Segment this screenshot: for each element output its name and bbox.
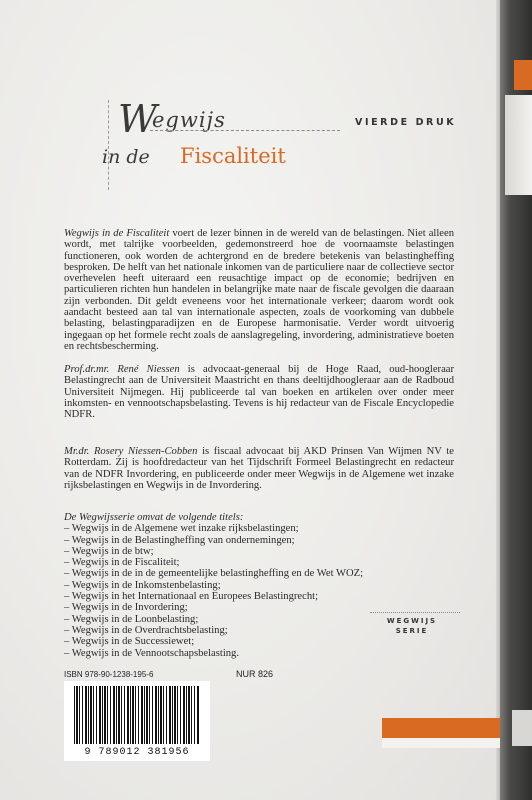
list-item: – Wegwijs in de Loonbelasting; xyxy=(64,613,199,625)
author1-paragraph xyxy=(64,364,454,420)
list-item: – Wegwijs in het Internationaal en Europees Belastingrecht; xyxy=(64,591,319,603)
author2-paragraph xyxy=(64,446,454,491)
serie-badge-line1: WEGWIJS xyxy=(386,617,438,625)
list-item: – Wegwijs in de Successiewet; xyxy=(64,636,195,648)
serie-badge-rule xyxy=(370,612,460,613)
title-word: egwijs xyxy=(152,108,226,132)
series-list xyxy=(64,523,454,659)
nur-code: NUR 826 xyxy=(236,669,274,679)
title-dash-rule xyxy=(150,130,340,131)
edition-label: VIERDE DRUK xyxy=(355,117,457,128)
intro-text: voert de lezer binnen in de wereld van de belastingen. Niet alleen wordt, met talrijke voorbeelden, gedemonstreerd hoe de voornaamste belastingen functioneren, ook worden de achtergrond en de bredere betekenis van belastingheffing besproken. De helft van het nationale inkomen van de particuliere naar de collectieve sector overhevelen heeft uiteraard een reusachtige impact op de economie; bedrijven en particulieren richten hun handelen in belangrijke mate naar de fiscale gevolgen die daaraan zijn verbonden. Dit geldt eveneens voor het internationale verkeer; daarom wordt ook aandacht besteed aan tal van internationale aspecten, zoals de voorkoming van dubbele belasting, belastingparadijzen en de Europese harmonisatie. Verder wordt uitvoerig ingegaan op het formele recht zoals de aanslagregeling, invordering, administratieve boeten en rechtsbescherming. xyxy=(64,228,454,352)
orange-accent-strip xyxy=(382,718,500,738)
spine-label-area xyxy=(505,95,532,195)
author1-bio: is advocaat-generaal bij de Hoge Raad, oud-hoogleraar Belastingrecht aan de Universiteit Maastricht en thans deeltijdhoogleraar aan de Radboud Universiteit Nijmegen. Hij publiceerde tal van boeken en artikelen over onder meer inkomsten- en vennootschapsbelasting. Tevens is hij redacteur van de Fiscale Encyclopedie NDFR. xyxy=(64,364,454,421)
title-initial: W xyxy=(118,97,158,141)
author2-bio: is fiscaal advocaat bij AKD Prinsen Van Wijmen NV te Rotterdam. Zij is hoofdredacteur van het Tijdschrift Formeel Belastingrecht en redacteur van de NDFR Invordering, en publiceerde onder meer Wegwijs in de Algemene wet inzake rijksbelastingen en Wegwijs in de Invordering. xyxy=(64,446,454,491)
author2-name: Mr.dr. Rosery Niessen-Cobben xyxy=(64,446,198,457)
list-item: – Wegwijs in de Belastingheffing van ondernemingen; xyxy=(64,534,295,546)
list-item: – Wegwijs in de Overdrachtsbelasting; xyxy=(64,624,228,636)
list-item: – Wegwijs in de in de gemeentelijke belastingheffing en de Wet WOZ; xyxy=(64,568,364,580)
isbn-number: ISBN 978-90-1238-195-6 xyxy=(64,670,154,679)
spine-accent xyxy=(514,60,532,90)
spine-bottom-label xyxy=(512,710,532,746)
list-item: – Wegwijs in de Vennootschapsbelasting. xyxy=(64,647,240,659)
list-item: – Wegwijs in de Inkomstenbelasting; xyxy=(64,579,221,591)
list-item: – Wegwijs in de Algemene wet inzake rijksbelastingen; xyxy=(64,523,299,535)
list-item: – Wegwijs in de Invordering; xyxy=(64,602,188,614)
series-heading: De Wegwijsserie omvat de volgende titels: xyxy=(64,512,244,523)
list-item: – Wegwijs in de Fiscaliteit; xyxy=(64,557,180,569)
white-accent-strip xyxy=(382,738,500,748)
series-block xyxy=(64,512,454,659)
author1-name: Prof.dr.mr. René Niessen xyxy=(64,364,180,375)
serie-badge xyxy=(366,616,458,636)
title-subtitle-highlight: Fiscaliteit xyxy=(180,144,286,168)
title-vertical-rule xyxy=(108,100,109,190)
title-subtitle-prefix: in de xyxy=(102,146,150,168)
barcode-number: 9 789012 381956 xyxy=(84,747,190,758)
serie-badge-line2: SERIE xyxy=(395,627,429,635)
intro-book-title: Wegwijs in de Fiscaliteit xyxy=(64,228,170,239)
list-item: – Wegwijs in de btw; xyxy=(64,545,154,557)
intro-paragraph xyxy=(64,228,454,352)
barcode-icon xyxy=(74,686,200,744)
